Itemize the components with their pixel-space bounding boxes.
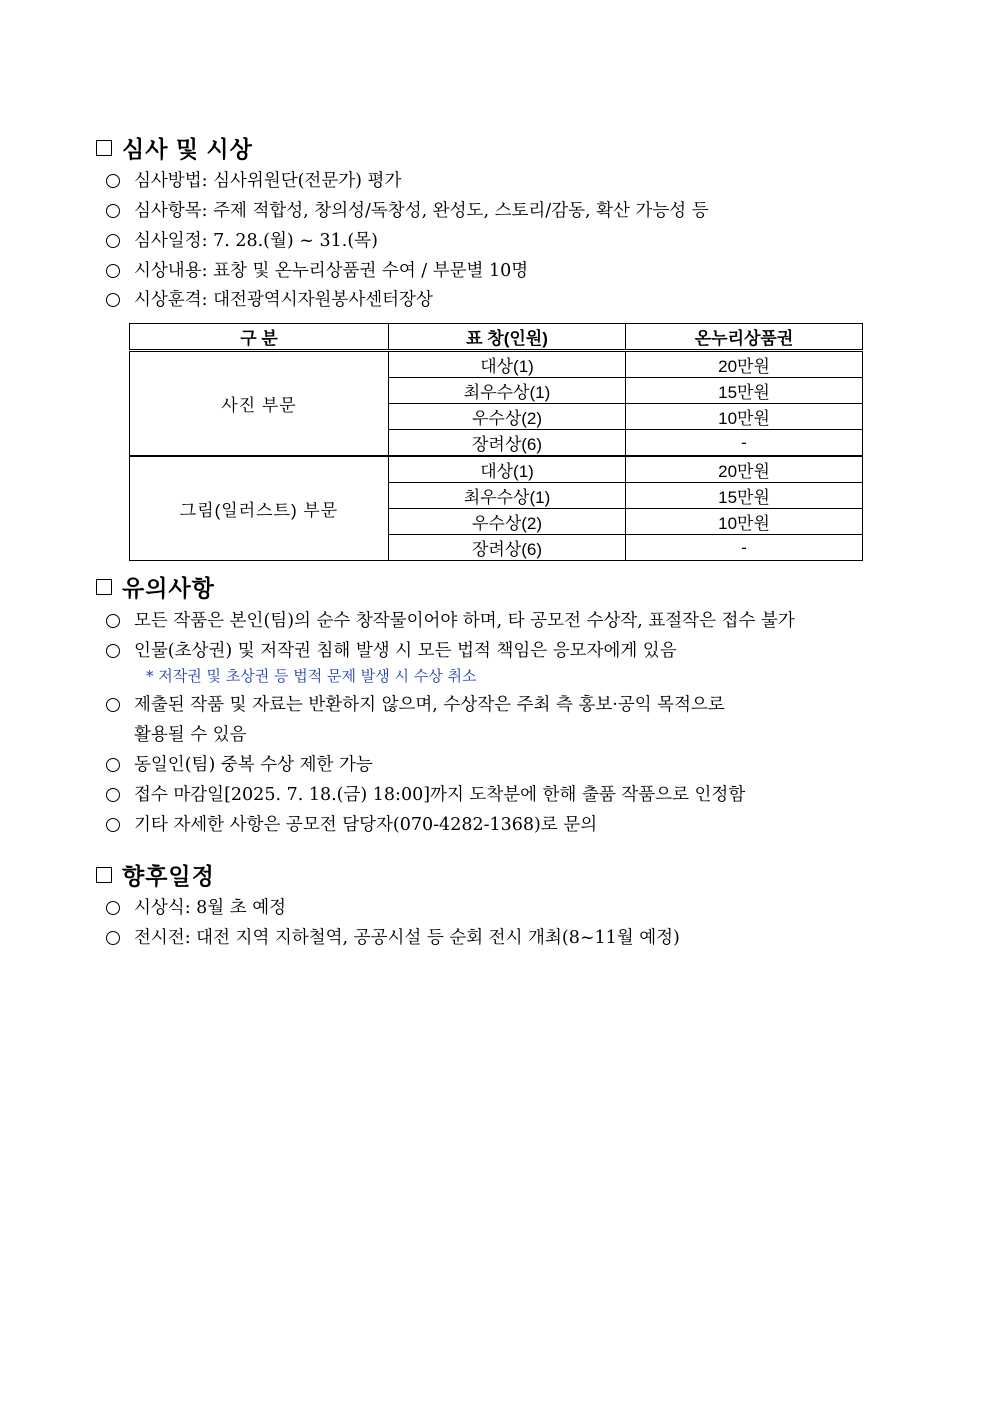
prize-cell: 15만원 <box>626 483 863 509</box>
section-title-text: 유의사항 <box>122 575 215 601</box>
header-award: 표 창(인원) <box>389 324 626 351</box>
list-item-text: 시상훈격: 대전광역시자원봉사센터장상 <box>134 290 433 310</box>
circle-bullet-icon <box>106 644 120 658</box>
section-title-text: 심사 및 시상 <box>122 136 253 162</box>
list-item <box>106 641 677 661</box>
list-item-text: 심사방법: 심사위원단(전문가) 평가 <box>134 171 402 191</box>
list-item-text: 제출된 작품 및 자료는 반환하지 않으며, 수상작은 주최 측 홍보·공익 목적으로 <box>134 695 725 715</box>
list-item-text: 동일인(팀) 중복 수상 제한 가능 <box>134 755 373 775</box>
checkbox-square-icon <box>96 579 112 595</box>
circle-bullet-icon <box>106 264 120 278</box>
checkbox-square-icon <box>96 867 112 883</box>
award-cell: 장려상(6) <box>389 535 626 561</box>
circle-bullet-icon <box>106 901 120 915</box>
list-item-text: 접수 마감일[2025. 7. 18.(금) 18:00]까지 도착분에 한해 출품 작품으로 인정함 <box>134 785 746 805</box>
list-item-text: 시상내용: 표창 및 온누리상품권 수여 / 부문별 10명 <box>134 261 529 281</box>
circle-bullet-icon <box>106 234 120 248</box>
list-item <box>106 201 709 221</box>
prize-cell: 20만원 <box>626 456 863 483</box>
list-item-text: 시상식: 8월 초 예정 <box>134 898 287 918</box>
list-item <box>106 898 286 918</box>
list-item <box>106 755 373 775</box>
header-category: 구 분 <box>130 324 389 351</box>
prize-cell: 20만원 <box>626 351 863 378</box>
category-cell: 그림(일러스트) 부문 <box>130 456 389 561</box>
section-title-text: 향후일정 <box>122 863 215 889</box>
list-item-text: 전시전: 대전 지역 지하철역, 공공시설 등 순회 전시 개최(8~11월 예정) <box>134 928 680 948</box>
list-item <box>106 290 433 310</box>
circle-bullet-icon <box>106 293 120 307</box>
section-title-notes <box>96 570 215 603</box>
list-item <box>106 171 401 191</box>
award-cell: 최우수상(1) <box>389 378 626 404</box>
checkbox-square-icon <box>96 140 112 156</box>
prize-cell: - <box>626 535 863 561</box>
category-cell: 사진 부문 <box>130 351 389 457</box>
list-item-continuation: 활용될 수 있음 <box>134 725 247 745</box>
circle-bullet-icon <box>106 614 120 628</box>
section-title-schedule <box>96 858 215 891</box>
circle-bullet-icon <box>106 818 120 832</box>
circle-bullet-icon <box>106 788 120 802</box>
circle-bullet-icon <box>106 204 120 218</box>
section-title-judging <box>96 131 253 164</box>
prize-cell: 10만원 <box>626 509 863 535</box>
list-item <box>106 261 528 281</box>
list-item-text: 기타 자세한 사항은 공모전 담당자(070-4282-1368)로 문의 <box>134 815 598 835</box>
list-item-text: 인물(초상권) 및 저작권 침해 발생 시 모든 법적 책임은 응모자에게 있음 <box>134 641 677 661</box>
list-item-text: 모든 작품은 본인(팀)의 순수 창작물이어야 하며, 타 공모전 수상작, 표절작은 접수 불가 <box>134 611 795 631</box>
list-item <box>106 815 597 835</box>
list-item-text: 심사항목: 주제 적합성, 창의성/독창성, 완성도, 스토리/감동, 확산 가능성 등 <box>134 201 709 221</box>
awards-table <box>129 323 863 561</box>
award-cell: 최우수상(1) <box>389 483 626 509</box>
list-item <box>106 695 725 715</box>
list-item <box>106 611 795 631</box>
prize-cell: 10만원 <box>626 404 863 430</box>
prize-cell: - <box>626 430 863 457</box>
list-item-text: 심사일정: 7. 28.(월) ~ 31.(목) <box>134 231 378 251</box>
list-item <box>106 231 378 251</box>
header-prize: 온누리상품권 <box>626 324 863 351</box>
table-header-row <box>130 324 863 351</box>
award-cell: 우수상(2) <box>389 509 626 535</box>
award-cell: 우수상(2) <box>389 404 626 430</box>
prize-cell: 15만원 <box>626 378 863 404</box>
circle-bullet-icon <box>106 758 120 772</box>
circle-bullet-icon <box>106 698 120 712</box>
award-cell: 장려상(6) <box>389 430 626 457</box>
list-item <box>106 785 745 805</box>
circle-bullet-icon <box>106 174 120 188</box>
award-cell: 대상(1) <box>389 351 626 378</box>
table-row <box>130 351 863 378</box>
circle-bullet-icon <box>106 931 120 945</box>
award-cell: 대상(1) <box>389 456 626 483</box>
table-row <box>130 456 863 483</box>
list-item <box>106 928 680 948</box>
warning-note: * 저작권 및 초상권 등 법적 문제 발생 시 수상 취소 <box>146 667 477 685</box>
